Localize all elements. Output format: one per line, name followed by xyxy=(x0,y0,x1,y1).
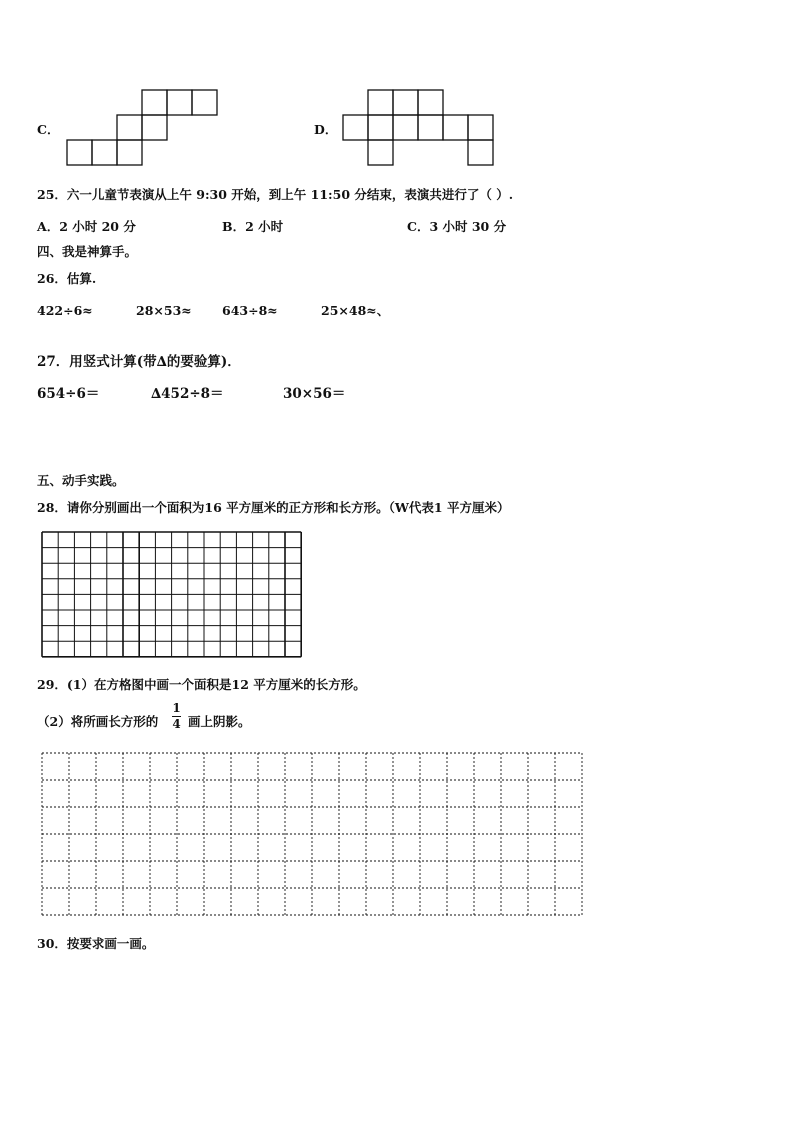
option-c-label: C． xyxy=(37,122,60,137)
q28-square-grid[interactable] xyxy=(40,530,304,662)
q30-text: 30．按要求画一画。 xyxy=(37,936,155,951)
option-d-label: D． xyxy=(314,122,338,137)
q29-part2-suffix: 画上阴影。 xyxy=(188,714,251,729)
q27-item-3: 30×56＝ xyxy=(283,386,346,402)
q27-title: 27．用竖式计算(带∆的要验算)． xyxy=(37,354,241,370)
q27-item-2: ∆452÷8＝ xyxy=(151,386,224,402)
q25-option-a: A．2 小时 20 分 xyxy=(37,219,136,234)
q26-title: 26．估算. xyxy=(37,271,97,286)
q29-dotted-grid[interactable] xyxy=(41,752,585,916)
fraction-denominator: 4 xyxy=(172,717,181,731)
q28-text: 28．请你分别画出一个面积为16 平方厘米的正方形和长方形。（W代表1 平方厘米） xyxy=(37,500,510,515)
q29-part2-prefix: （2）将所画长方形的 xyxy=(37,714,159,729)
q25-option-c: C．3 小时 30 分 xyxy=(407,219,507,234)
option-c-figure xyxy=(60,88,220,168)
q25-option-b: B．2 小时 xyxy=(222,219,284,234)
q26-item-1: 422÷6≈ xyxy=(37,303,93,318)
section4-title: 四、我是神算手。 xyxy=(37,244,138,259)
option-d-figure xyxy=(340,88,500,168)
q26-item-4: 25×48≈、 xyxy=(321,303,390,318)
q25-text: 25．六一儿童节表演从上午 9:30 开始，到上午 11:50 分结束，表演共进行了（ ）. xyxy=(37,187,514,202)
fraction-numerator: 1 xyxy=(172,701,181,715)
section5-title: 五、动手实践。 xyxy=(37,473,125,488)
q27-item-1: 654÷6＝ xyxy=(37,386,100,402)
q29-fraction xyxy=(172,702,181,731)
q26-item-3: 643÷8≈ xyxy=(222,303,278,318)
q29-part1: 29．(1）在方格图中画一个面积是12 平方厘米的长方形。 xyxy=(37,677,366,692)
q26-item-2: 28×53≈ xyxy=(136,303,192,318)
